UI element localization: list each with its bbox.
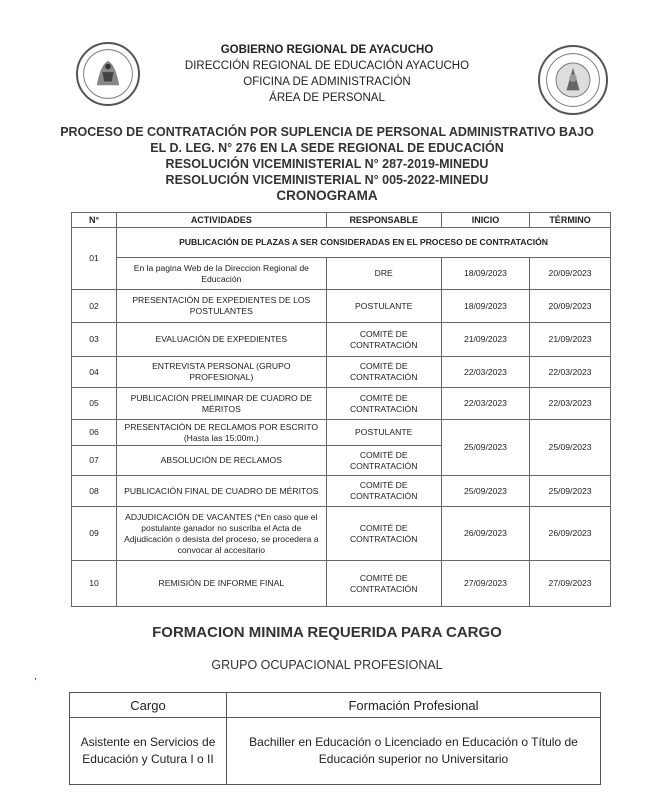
row-actividad: ADJUDICACIÓN DE VACANTES (*En caso que el postulante ganador no suscriba el Acta de Adjudicación o desista del proceso, se procedera a convocar al accesitario bbox=[117, 507, 327, 561]
row-number: 08 bbox=[72, 476, 117, 507]
formacion-header-row bbox=[70, 693, 601, 718]
title-line-1: PROCESO DE CONTRATACIÓN POR SUPLENCIA DE PERSONAL ADMINISTRATIVO BAJO bbox=[60, 125, 594, 139]
row-termino: 25/09/2023 bbox=[530, 476, 611, 507]
row-responsable: COMITÉ DE CONTRATACIÓN bbox=[326, 323, 441, 357]
table-row bbox=[72, 420, 611, 446]
col-header-cargo: Cargo bbox=[70, 693, 227, 718]
cargo-cell: Asistente en Servicios de Educación y Cutura I o II bbox=[70, 718, 227, 785]
title-line-4: RESOLUCIÓN VICEMINISTERIAL N° 005-2022-MINEDU bbox=[165, 173, 489, 187]
row-responsable: POSTULANTE bbox=[326, 290, 441, 323]
formacion-title: FORMACION MINIMA REQUERIDA PARA CARGO bbox=[152, 624, 502, 641]
row-responsable: POSTULANTE bbox=[326, 420, 441, 446]
row-inicio: 18/09/2023 bbox=[441, 290, 529, 323]
row-responsable: COMITÉ DE CONTRATACIÓN bbox=[326, 388, 441, 420]
table-row bbox=[72, 507, 611, 561]
row-number: 05 bbox=[72, 388, 117, 420]
header-oficina: OFICINA DE ADMINISTRACIÓN bbox=[243, 76, 411, 88]
publicacion-banner: PUBLICACIÓN DE PLAZAS A SER CONSIDERADAS EN EL PROCESO DE CONTRATACIÓN bbox=[117, 228, 611, 258]
row-responsable: COMITÉ DE CONTRATACIÓN bbox=[326, 561, 441, 607]
row-number: 09 bbox=[72, 507, 117, 561]
row-termino: 27/09/2023 bbox=[530, 561, 611, 607]
table-row bbox=[72, 357, 611, 388]
institution-header bbox=[0, 42, 654, 106]
formacion-subtitle: GRUPO OCUPACIONAL PROFESIONAL bbox=[211, 658, 443, 672]
table-row bbox=[72, 388, 611, 420]
row-responsable: DRE bbox=[326, 258, 441, 290]
formacion-cell: Bachiller en Educación o Licenciado en Educación o Título de Educación superior no Universitario bbox=[227, 718, 601, 785]
row-actividad: ABSOLUCIÓN DE RECLAMOS bbox=[117, 446, 327, 476]
title-line-3: RESOLUCIÓN VICEMINISTERIAL N° 287-2019-MINEDU bbox=[165, 157, 489, 171]
row-responsable: COMITÉ DE CONTRATACIÓN bbox=[326, 507, 441, 561]
row-number: 02 bbox=[72, 290, 117, 323]
row-actividad: En la pagina Web de la Direccion Regional de Educación bbox=[117, 258, 327, 290]
row-actividad: ENTREVISTA PERSONAL (GRUPO PROFESIONAL) bbox=[117, 357, 327, 388]
stray-mark: , bbox=[34, 671, 37, 682]
row-actividad: PRESENTACIÓN DE RECLAMOS POR ESCRITO (Hasta las 15:00m.) bbox=[117, 420, 327, 446]
row-inicio: 18/09/2023 bbox=[441, 258, 529, 290]
table-row bbox=[72, 323, 611, 357]
title-cronograma: CRONOGRAMA bbox=[276, 188, 378, 203]
row-inicio: 22/03/2023 bbox=[441, 388, 529, 420]
row-actividad: REMISIÓN DE INFORME FINAL bbox=[117, 561, 327, 607]
row-responsable: COMITÉ DE CONTRATACIÓN bbox=[326, 446, 441, 476]
header-area: ÁREA DE PERSONAL bbox=[269, 92, 385, 104]
row-responsable: COMITÉ DE CONTRATACIÓN bbox=[326, 357, 441, 388]
row-number: 10 bbox=[72, 561, 117, 607]
table-row bbox=[72, 476, 611, 507]
row-termino: 22/03/2023 bbox=[530, 357, 611, 388]
row-actividad: PRESENTACIÓN DE EXPEDIENTES DE LOS POSTULANTES bbox=[117, 290, 327, 323]
col-header-formacion: Formación Profesional bbox=[227, 693, 601, 718]
row-number: 01 bbox=[72, 228, 117, 290]
table-row bbox=[72, 258, 611, 290]
table-header-row bbox=[72, 213, 611, 228]
table-row bbox=[72, 561, 611, 607]
row-termino: 20/09/2023 bbox=[530, 258, 611, 290]
col-header-inicio: INICIO bbox=[441, 213, 529, 228]
row-actividad: PUBLICACIÓN FINAL DE CUADRO DE MÉRITOS bbox=[117, 476, 327, 507]
col-header-responsable: RESPONSABLE bbox=[326, 213, 441, 228]
row-termino: 22/03/2023 bbox=[530, 388, 611, 420]
row-inicio: 21/09/2023 bbox=[441, 323, 529, 357]
table-row bbox=[72, 290, 611, 323]
row-number: 07 bbox=[72, 446, 117, 476]
title-line-2: EL D. LEG. N° 276 EN LA SEDE REGIONAL DE EDUCACIÓN bbox=[150, 141, 504, 155]
col-header-n: N° bbox=[72, 213, 117, 228]
row-inicio: 25/09/2023 bbox=[441, 476, 529, 507]
row-termino: 25/09/2023 bbox=[530, 420, 611, 476]
row-inicio: 27/09/2023 bbox=[441, 561, 529, 607]
row-actividad: EVALUACIÓN DE EXPEDIENTES bbox=[117, 323, 327, 357]
row-number: 06 bbox=[72, 420, 117, 446]
document-title bbox=[60, 124, 594, 204]
row-number: 04 bbox=[72, 357, 117, 388]
col-header-termino: TÉRMINO bbox=[530, 213, 611, 228]
table-row bbox=[72, 228, 611, 258]
formacion-table bbox=[69, 692, 601, 785]
row-number: 03 bbox=[72, 323, 117, 357]
row-termino: 20/09/2023 bbox=[530, 290, 611, 323]
row-termino: 26/09/2023 bbox=[530, 507, 611, 561]
row-actividad: PUBLICACIÓN PRELIMINAR DE CUADRO DE MÉRITOS bbox=[117, 388, 327, 420]
row-inicio: 26/09/2023 bbox=[441, 507, 529, 561]
cronograma-table bbox=[71, 212, 611, 607]
header-gobierno: GOBIERNO REGIONAL DE AYACUCHO bbox=[220, 44, 434, 56]
row-termino: 21/09/2023 bbox=[530, 323, 611, 357]
col-header-actividades: ACTIVIDADES bbox=[117, 213, 327, 228]
table-row bbox=[70, 718, 601, 785]
header-direccion: DIRECCIÓN REGIONAL DE EDUCACIÓN AYACUCHO bbox=[184, 60, 470, 72]
row-inicio: 25/09/2023 bbox=[441, 420, 529, 476]
row-inicio: 22/03/2023 bbox=[441, 357, 529, 388]
row-responsable: COMITÉ DE CONTRATACIÓN bbox=[326, 476, 441, 507]
